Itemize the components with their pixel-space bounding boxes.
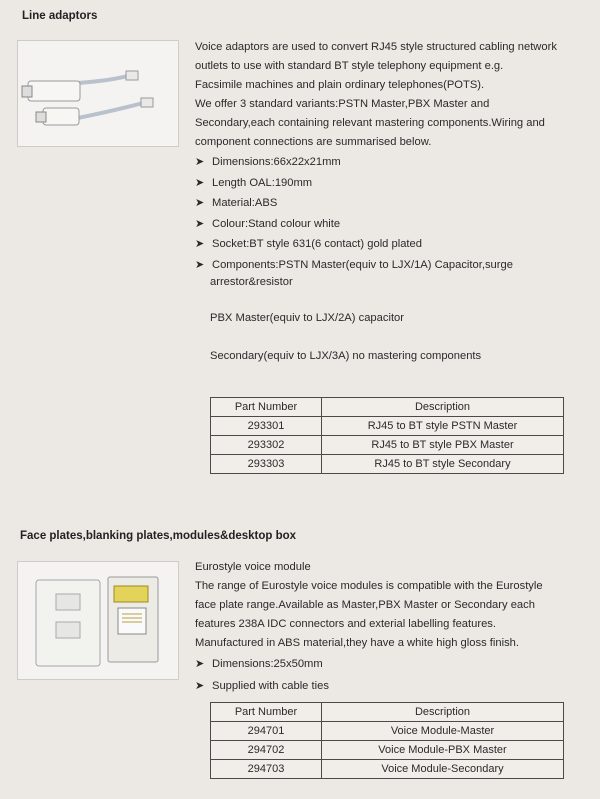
part-number-cell: 294701 (211, 722, 322, 741)
table-row (211, 741, 564, 760)
table-header-row (211, 703, 564, 722)
arrow-right-icon: ➤ (195, 680, 205, 692)
voice-module-parts-table (210, 702, 564, 779)
description-line: component connections are summarised below. (195, 136, 432, 148)
list-item: ➤ Supplied with cable ties (195, 675, 570, 697)
description-line: Secondary,each containing relevant mastering components.Wiring and (195, 117, 545, 129)
list-item: ➤ Dimensions:66x22x21mm (195, 152, 570, 173)
description-line: outlets to use with standard BT style telephony equipment e.g. (195, 60, 504, 72)
table-row (211, 455, 564, 474)
list-item: ➤ Dimensions:25x50mm (195, 653, 570, 675)
column-header: Description (322, 703, 564, 722)
line-adaptors-parts-table (210, 397, 564, 474)
secondary-note: Secondary(equiv to LJX/3A) no mastering components (210, 350, 482, 362)
voice-module-description (195, 577, 570, 653)
part-number-cell: 293303 (211, 455, 322, 474)
column-header: Description (322, 398, 564, 417)
arrow-right-icon: ➤ (195, 238, 205, 250)
table-row (211, 722, 564, 741)
line-adaptors-description (195, 38, 570, 152)
table-header-row (211, 398, 564, 417)
arrow-right-icon: ➤ (195, 197, 205, 209)
part-number-cell: 294702 (211, 741, 322, 760)
part-number-cell: 293302 (211, 436, 322, 455)
description-cell: RJ45 to BT style Secondary (322, 455, 564, 474)
description-line: Facsimile machines and plain ordinary telephones(POTS). (195, 79, 485, 91)
description-line: features 238A IDC connectors and exterial labelling features. (195, 618, 496, 630)
line-adaptor-photo (17, 40, 179, 147)
part-number-cell: 293301 (211, 417, 322, 436)
column-header: Part Number (211, 703, 322, 722)
description-line: The range of Eurostyle voice modules is compatible with the Eurostyle (195, 580, 543, 592)
description-line: face plate range.Available as Master,PBX Master or Secondary each (195, 599, 535, 611)
line-adaptors-spec-list (195, 152, 570, 275)
arrow-right-icon: ➤ (195, 258, 205, 271)
list-item: ➤ Components:PSTN Master(equiv to LJX/1A) Capacitor,surge (195, 255, 570, 276)
description-cell: Voice Module-PBX Master (322, 741, 564, 760)
part-number-cell: 294703 (211, 760, 322, 779)
table-row (211, 417, 564, 436)
list-item: ➤ Socket:BT style 631(6 contact) gold plated (195, 234, 570, 255)
arrow-right-icon: ➤ (195, 176, 205, 189)
voice-module-spec-list (195, 653, 570, 697)
list-item: ➤ Material:ABS (195, 193, 570, 214)
table-row (211, 436, 564, 455)
voice-module-illustration (18, 562, 178, 679)
voice-module-photo (17, 561, 179, 680)
column-header: Part Number (211, 398, 322, 417)
description-line: Manufactured in ABS material,they have a white high gloss finish. (195, 637, 519, 649)
table-row (211, 760, 564, 779)
line-adaptor-illustration (18, 41, 178, 146)
pbx-master-note: PBX Master(equiv to LJX/2A) capacitor (210, 312, 405, 324)
list-item: ➤ Length OAL:190mm (195, 173, 570, 194)
description-cell: RJ45 to BT style PBX Master (322, 436, 564, 455)
description-cell: Voice Module-Secondary (322, 760, 564, 779)
voice-module-subtitle: Eurostyle voice module (195, 561, 311, 573)
arrow-right-icon: ➤ (195, 156, 205, 168)
description-cell: RJ45 to BT style PSTN Master (322, 417, 564, 436)
section-heading-line-adaptors: Line adaptors (22, 10, 98, 22)
description-line: We offer 3 standard variants:PSTN Master,PBX Master and (195, 98, 490, 110)
description-line: Voice adaptors are used to convert RJ45 style structured cabling network (195, 41, 557, 53)
description-cell: Voice Module-Master (322, 722, 564, 741)
arrow-right-icon: ➤ (195, 658, 205, 670)
list-item: ➤ Colour:Stand colour white (195, 214, 570, 235)
bullet-continuation: arrestor&resistor (210, 276, 293, 288)
section-heading-face-plates: Face plates,blanking plates,modules&desktop box (20, 530, 297, 542)
arrow-right-icon: ➤ (195, 217, 205, 230)
